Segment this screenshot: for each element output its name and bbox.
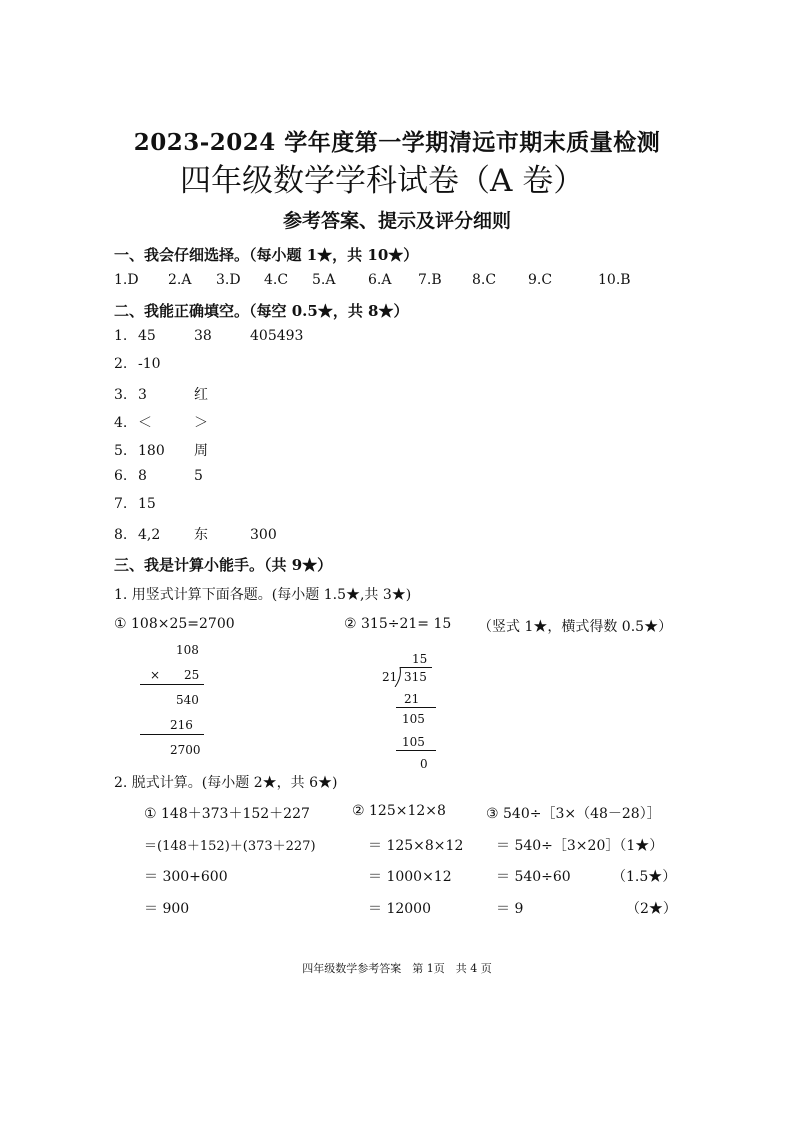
blank-a: 15 <box>138 496 156 512</box>
mult-second-number: 25 <box>184 668 200 682</box>
fill-row <box>114 384 250 404</box>
row-num: 1. <box>114 328 128 344</box>
row-num: 7. <box>114 496 128 512</box>
mult-partial-1: 540 <box>176 693 199 707</box>
mult-line-2 <box>140 734 204 735</box>
blank-b: 38 <box>194 328 212 344</box>
row-num: 3. <box>114 387 128 403</box>
calc3-score: （2★） <box>626 901 677 917</box>
div-remainder: 0 <box>420 757 428 771</box>
q1-title: 1. 用竖式计算下面各题。(每小题 1.5★,共 3★) <box>114 587 412 603</box>
blank-a: ＜ <box>138 415 152 431</box>
calc3-score: （1.5★） <box>612 869 677 885</box>
calc2-step: ＝ 1000×12 <box>368 869 452 885</box>
fill-row <box>114 468 250 484</box>
q1-problem2: ② 315÷21= 15 <box>344 616 452 632</box>
section3-title: 三、我是计算小能手。（共 9★） <box>114 556 333 574</box>
div-bracket-top <box>400 667 432 668</box>
answer-3: 3.D <box>216 272 241 288</box>
blank-b: 东 <box>194 527 208 543</box>
answer-5: 5.A <box>312 272 336 288</box>
answer-7: 7.B <box>418 272 442 288</box>
calc2-step: ② 125×12×8 <box>352 803 446 819</box>
row-num: 4. <box>114 415 128 431</box>
calc2-step: ＝ 12000 <box>368 901 431 917</box>
row-num: 8. <box>114 527 128 543</box>
div-line-2 <box>396 750 436 751</box>
mult-result: 2700 <box>170 743 201 757</box>
answer-1: 1.D <box>114 272 139 288</box>
row-num: 6. <box>114 468 128 484</box>
answer-9: 9.C <box>528 272 553 288</box>
calc1-step: ＝(148＋152)＋(373＋227) <box>144 839 316 854</box>
exam-title-line2: 四年级数学学科试卷（A 卷） <box>180 163 585 199</box>
calc1-step: ① 148＋373＋152＋227 <box>144 806 310 822</box>
blank-c: 405493 <box>250 328 304 344</box>
fill-row <box>114 328 303 344</box>
div-quotient: 15 <box>412 652 428 666</box>
answer-key-title: 参考答案、提示及评分细则 <box>282 210 511 232</box>
mult-line-1 <box>140 684 204 685</box>
blank-a: 180 <box>138 443 165 459</box>
fill-row <box>114 440 250 460</box>
div-line-1 <box>396 707 436 708</box>
section1-title: 一、我会仔细选择。（每小题 1★，共 10★） <box>114 246 419 264</box>
div-dividend: 315 <box>404 670 427 684</box>
div-step-2: 105 <box>402 712 425 726</box>
blank-b: 红 <box>194 387 208 403</box>
mult-partial-2: 216 <box>170 718 193 732</box>
fill-row <box>114 412 250 432</box>
mult-operator: × <box>150 668 161 682</box>
fill-row <box>114 356 250 372</box>
answer-10: 10.B <box>598 272 631 288</box>
div-step-3: 105 <box>402 735 425 749</box>
calc2-step: ＝ 125×8×12 <box>368 838 464 854</box>
div-step-1: 21 <box>404 692 420 706</box>
answer-2: 2.A <box>168 272 192 288</box>
calc3-step: ＝ 9 <box>496 901 524 917</box>
blank-c: 300 <box>250 527 277 543</box>
calc3-step: ＝ 540÷［3×20］（1★） <box>496 838 664 854</box>
mult-top-number: 108 <box>176 643 199 657</box>
q2-title: 2. 脱式计算。(每小题 2★，共 6★) <box>114 775 338 791</box>
calc3-step: ③ 540÷［3×（48－28）］ <box>486 806 661 822</box>
page-footer: 四年级数学参考答案 第 1页 共 4 页 <box>302 962 492 975</box>
div-divisor: 21 <box>382 670 398 684</box>
blank-a: 3 <box>138 387 147 403</box>
q1-problem1: ① 108×25=2700 <box>114 616 235 632</box>
blank-b: 周 <box>194 443 208 459</box>
calc3-step: ＝ 540÷60 <box>496 869 571 885</box>
row-num: 2. <box>114 356 128 372</box>
section1-answers <box>114 272 648 288</box>
q1-score-note: （竖式 1★，横式得数 0.5★） <box>478 619 673 635</box>
section2-title: 二、我能正确填空。（每空 0.5★，共 8★） <box>114 302 409 320</box>
blank-a: 45 <box>138 328 156 344</box>
blank-a: -10 <box>138 356 161 372</box>
blank-b: 5 <box>194 468 203 484</box>
fill-row <box>114 524 277 544</box>
blank-a: 4,2 <box>138 527 161 543</box>
exam-title-line1: 2023-2024 学年度第一学期清远市期末质量检测 <box>133 129 661 156</box>
answer-6: 6.A <box>368 272 392 288</box>
blank-a: 8 <box>138 468 147 484</box>
calc1-step: ＝ 900 <box>144 901 190 917</box>
answer-4: 4.C <box>264 272 289 288</box>
calc1-step: ＝ 300+600 <box>144 869 228 885</box>
fill-row <box>114 496 250 512</box>
blank-b: ＞ <box>194 415 208 431</box>
row-num: 5. <box>114 443 128 459</box>
answer-8: 8.C <box>472 272 497 288</box>
